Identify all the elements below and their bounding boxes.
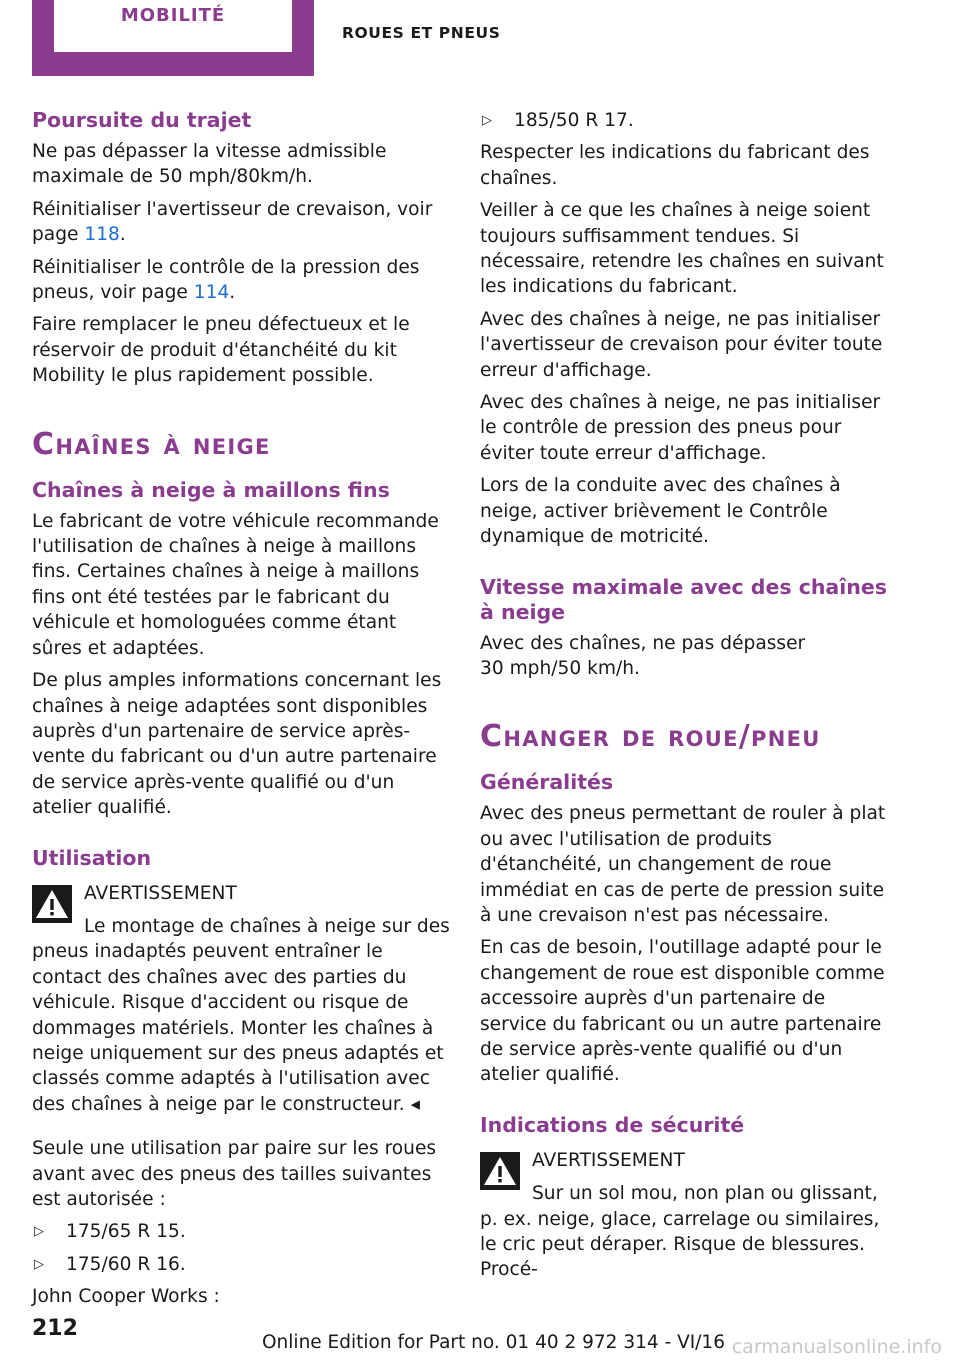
- left-column: [32, 108, 450, 1317]
- page-link-114[interactable]: 114: [193, 282, 230, 304]
- triangle-bullet-icon: ▷: [34, 1256, 44, 1272]
- chapter-tab: [32, 0, 314, 76]
- heading-use: Utilisation: [32, 845, 152, 870]
- warning-title: AVERTISSEMENT: [84, 882, 237, 904]
- triangle-bullet-icon: ▷: [482, 113, 492, 128]
- heading-max-speed-chains: Vitesse maximale avec des chaînes à neige: [480, 574, 887, 624]
- paragraph: Veiller à ce que les chaînes à neige soient toujours suffisamment tendues. Si nécessaire, retendre les chaînes en suivant les indications du fabricant.: [480, 200, 884, 298]
- paragraph: Faire remplacer le pneu défectueux et le réservoir de produit d'étanchéité du kit Mobility le plus rapidement possible.: [32, 314, 410, 387]
- chapter-tab-label: MOBILITÉ: [120, 5, 226, 26]
- tire-size-list: [32, 1219, 450, 1277]
- list-item-text: 175/60 R 16.: [66, 1253, 186, 1275]
- paragraph: Lors de la conduite avec des chaînes à neige, activer brièvement le Contrôle dynamique de motricité.: [480, 475, 841, 548]
- section-title: ROUES ET PNEUS: [342, 24, 501, 42]
- paragraph: Le fabricant de votre véhicule recommande l'utilisation de chaînes à neige à maillons fins. Certaines chaînes à neige à maillons fins ont été testées par le fabricant du véhicule et homologuées comme étant sûres et adaptées.: [32, 510, 439, 659]
- heading-safety: Indications de sécurité: [480, 1112, 745, 1137]
- warning-box: [32, 881, 450, 1118]
- paragraph: Ne pas dépasser la vitesse admissible maximale de 50 mph/80km/h.: [32, 141, 387, 188]
- paragraph: Avec des pneus permettant de rouler à plat ou avec l'utilisation de produits d'étanchéité, un changement de roue immédiat en cas de perte de pression suite à une crevaison n'est pas nécessaire.: [480, 803, 886, 926]
- paragraph: [32, 255, 450, 306]
- list-item: [480, 108, 896, 133]
- paragraph: [480, 631, 896, 682]
- heading-fine-link-chains: Chaînes à neige à maillons fins: [32, 477, 390, 502]
- heading-change-wheel: Changer de roue/pneu: [480, 719, 821, 755]
- paragraph: En cas de besoin, l'outillage adapté pour le changement de roue est disponible comme accessoire auprès d'un partenaire de service du fabricant ou un autre partenaire de service après-vente qualifié ou d'un atelier qualifié.: [480, 937, 885, 1086]
- paragraph: Avec des chaînes à neige, ne pas initialiser le contrôle de pression des pneus pour éviter toute erreur d'affichage.: [480, 392, 881, 464]
- text: Réinitialiser le contrôle de la pression des pneus, voir page: [32, 256, 420, 304]
- warning-box: [480, 1148, 896, 1283]
- warning-title: AVERTISSEMENT: [532, 1149, 685, 1171]
- chapter-tab-label-box: [54, 0, 292, 52]
- text: .: [229, 282, 236, 304]
- text: Avec des chaînes, ne pas dépasser: [480, 632, 806, 654]
- warning-text: Sur un sol mou, non plan ou glissant, p. ex. neige, glace, carrelage ou similaires, le cric peut déraper. Risque de blessures. Procé-: [480, 1183, 880, 1281]
- text: Réinitialiser l'avertisseur de crevaison, voir page: [32, 198, 433, 246]
- paragraph: Respecter les indications du fabricant des chaînes.: [480, 142, 870, 189]
- text: .: [119, 224, 126, 246]
- triangle-bullet-icon: ▷: [34, 1224, 44, 1240]
- right-column: [480, 108, 896, 1290]
- text: 30 mph/50 km/h.: [480, 657, 640, 679]
- heading-general: Généralités: [480, 770, 614, 795]
- paragraph: John Cooper Works :: [32, 1286, 220, 1308]
- heading-snow-chains: Chaînes à neige: [32, 426, 271, 462]
- warning-icon: [480, 1152, 520, 1190]
- list-item: [32, 1252, 450, 1277]
- warning-icon: [32, 885, 72, 923]
- list-item-text: 185/50 R 17.: [514, 110, 634, 131]
- page-link-118[interactable]: 118: [84, 224, 120, 246]
- paragraph: [32, 197, 450, 248]
- paragraph: De plus amples informations concernant les chaînes à neige adaptées sont disponibles auprès d'un partenaire de service après-vente du fabricant ou d'un autre partenaire de service après-vente qualifié ou d'un atelier qualifié.: [32, 670, 442, 819]
- list-item: [32, 1219, 450, 1244]
- warning-text: Le montage de chaînes à neige sur des pneus inadaptés peuvent entraîner le contact des chaînes avec des parties du véhicule. Risque d'accident ou risque de dommages matériels. Monter les chaînes à neige uniquement sur des pneus adaptés et classés comme adaptés à l'utilisation avec des chaînes à neige par le constructeur. ◂: [32, 915, 450, 1115]
- watermark: carmanualsonline.info: [731, 1336, 942, 1358]
- paragraph: Seule une utilisation par paire sur les roues avant avec des pneus des tailles suivantes est autorisée :: [32, 1138, 437, 1210]
- list-item-text: 175/65 R 15.: [66, 1221, 186, 1243]
- heading-continue-journey: Poursuite du trajet: [32, 108, 252, 132]
- tire-size-list-jcw: [480, 108, 896, 133]
- paragraph: Avec des chaînes à neige, ne pas initialiser l'avertisseur de crevaison pour éviter toute erreur d'affichage.: [480, 308, 883, 381]
- edition-footer: Online Edition for Part no. 01 40 2 972 314 - VI/16: [262, 1332, 725, 1353]
- page-number: 212: [32, 1316, 78, 1341]
